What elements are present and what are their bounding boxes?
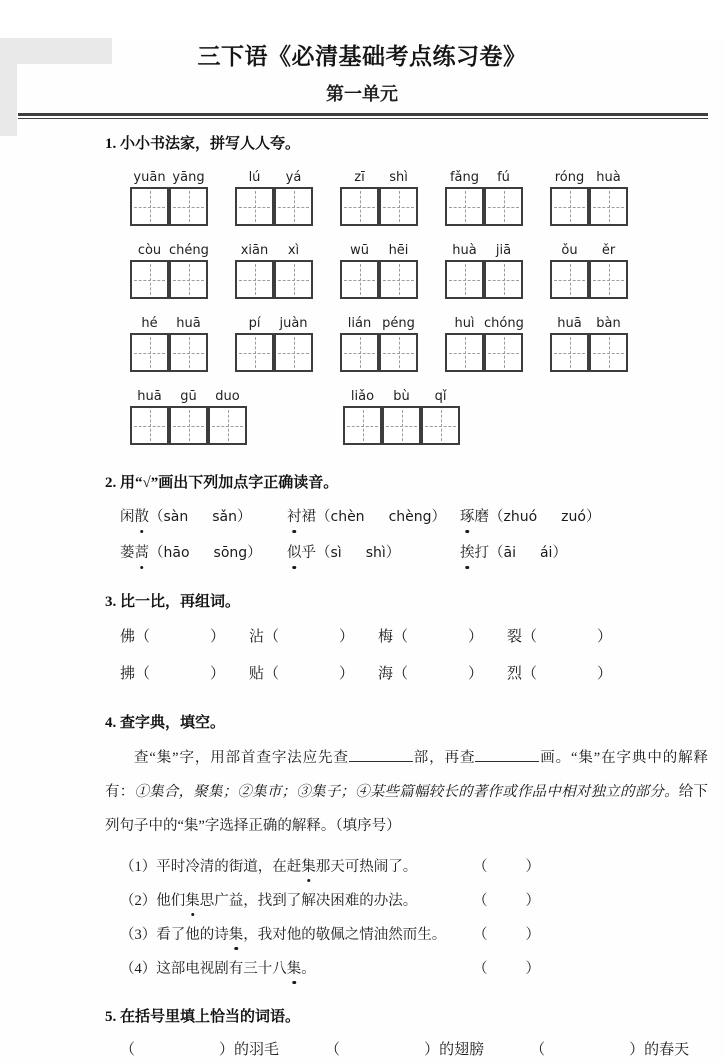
fill-word-item (325, 1040, 484, 1061)
open-paren: （ (149, 545, 164, 561)
hanzi-char: 打 (474, 545, 489, 561)
hanzi-char: 烈 (507, 666, 523, 682)
pinyin-label: ǒu (561, 243, 578, 258)
hanzi-char: 裂 (507, 629, 523, 645)
pinyin-label: hé (141, 316, 158, 331)
compare-words-row (120, 664, 708, 685)
compare-word-item (120, 627, 249, 648)
hanzi-writing-cell[interactable] (484, 333, 523, 372)
pinyin-label: shì (389, 170, 408, 185)
compare-word-item (378, 664, 507, 685)
hanzi-writing-cell[interactable] (379, 333, 418, 372)
hanzi-writing-cell[interactable] (340, 260, 379, 299)
open-paren: （ (393, 666, 409, 682)
hanzi-writing-cell[interactable] (208, 406, 247, 445)
writing-cells (343, 406, 460, 445)
writing-grid-group (550, 170, 628, 226)
worksheet-page (0, 38, 724, 1062)
writing-cells (130, 333, 208, 372)
dotted-char: 集 (228, 927, 244, 943)
pinyin-writing-grids (105, 170, 708, 445)
writing-grid-group (235, 170, 313, 226)
close-paren: ） (629, 1042, 645, 1058)
pinyin-labels (235, 316, 313, 331)
hanzi-char: 衬 (287, 507, 302, 528)
pinyin-label: róng (554, 170, 585, 185)
fill-words-row (120, 1040, 708, 1061)
pinyin-grid-row (130, 316, 708, 372)
pinyin-labels (340, 170, 418, 185)
hanzi-writing-cell[interactable] (340, 333, 379, 372)
hanzi-writing-cell[interactable] (484, 260, 523, 299)
pinyin-label: zī (354, 170, 365, 185)
close-paren: ） (210, 666, 226, 682)
q1-heading: 1. 小小书法家，拼写人人夸。 (105, 136, 301, 152)
open-paren: （ (530, 1042, 546, 1058)
hanzi-writing-cell[interactable] (169, 406, 208, 445)
writing-cells (550, 333, 628, 372)
hanzi-char: 乎 (301, 545, 316, 561)
header-divider (18, 113, 708, 119)
hanzi-char: 似 (287, 543, 302, 564)
writing-grid-group (130, 243, 208, 299)
pronunciation-item (287, 507, 460, 528)
sentence-post: 。 (301, 961, 316, 977)
open-paren: （ (489, 509, 504, 525)
dictionary-paragraph (105, 741, 708, 843)
fill-word-item (530, 1040, 689, 1061)
hanzi-char: 佛 (120, 629, 136, 645)
paragraph-segment: 部，再查 (412, 750, 476, 766)
compare-word-item (507, 664, 612, 685)
writing-cells (445, 333, 523, 372)
pinyin-label: còu (137, 243, 162, 258)
compare-word-item (120, 664, 249, 685)
dotted-word (287, 509, 316, 525)
dictionary-sentence-row (120, 891, 708, 911)
writing-grid-group (235, 316, 313, 372)
writing-grid-group (343, 389, 460, 445)
close-paren: ） (525, 927, 540, 943)
pinyin-label: huā (137, 389, 162, 404)
writing-grid-group (235, 243, 313, 299)
pinyin-label: ěr (601, 243, 616, 258)
paragraph-segment: ①集合，聚集；②集市；③集子；④某些篇幅较长的著作或作品中相对独立的部分。 (134, 784, 679, 800)
paragraph-segment: 给下列句子中的“集”字选择正确的解释。（填序号） (105, 784, 709, 834)
hanzi-writing-cell[interactable] (130, 187, 169, 226)
fill-word-item (120, 1040, 279, 1061)
pinyin-option[interactable]: sōng (213, 545, 248, 561)
close-paren: ） (339, 629, 355, 645)
writing-grid-group (130, 389, 247, 445)
writing-cells (550, 260, 628, 299)
q2-heading: 2. 用“√”画出下列加点字正确读音。 (105, 475, 339, 491)
compare-word-item (378, 627, 507, 648)
dotted-char: 集 (185, 893, 200, 909)
close-paren: ） (431, 509, 447, 525)
hanzi-writing-cell[interactable] (445, 187, 484, 226)
pinyin-label: lú (248, 170, 261, 185)
close-paren: ） (210, 629, 226, 645)
pinyin-labels (340, 316, 418, 331)
writing-cells (550, 187, 628, 226)
writing-grid-group (445, 243, 523, 299)
sentence-pre: （1）平时冷清的街道，在赶 (120, 859, 302, 875)
close-paren: ） (525, 859, 540, 875)
open-paren: （ (489, 545, 504, 561)
writing-grid-group (550, 243, 628, 299)
hanzi-char: 海 (378, 666, 394, 682)
dictionary-sentence-row (120, 925, 708, 945)
hanzi-writing-cell[interactable] (274, 187, 313, 226)
dotted-word (120, 545, 149, 561)
hanzi-writing-cell[interactable] (274, 333, 313, 372)
close-paren: ） (385, 545, 401, 561)
open-paren: （ (120, 1042, 136, 1058)
close-paren: ） (552, 545, 567, 561)
dictionary-sentence-row (120, 959, 708, 979)
open-paren: （ (316, 545, 331, 561)
hanzi-writing-cell[interactable] (589, 260, 628, 299)
pinyin-label: huì (454, 316, 475, 331)
sentence-pre: （4）这部电视剧有三十八 (120, 961, 287, 977)
open-paren: （ (473, 961, 488, 977)
writing-cells (235, 260, 313, 299)
writing-cells (340, 260, 418, 299)
q4-heading: 4. 查字典，填空。 (105, 715, 226, 731)
scan-edge-left (0, 38, 17, 136)
hanzi-char: 挨 (460, 543, 475, 564)
pinyin-labels (235, 243, 313, 258)
answer-blank[interactable] (488, 959, 526, 979)
pronunciation-item (120, 507, 287, 528)
pinyin-label: chóng (484, 316, 524, 331)
writing-cells (340, 333, 418, 372)
pinyin-label: fǎng (449, 170, 480, 185)
pinyin-label: yá (285, 170, 302, 185)
q3-heading: 3. 比一比，再组词。 (105, 594, 241, 610)
fill-in-blank[interactable] (475, 748, 539, 762)
pinyin-option[interactable]: ái (539, 545, 553, 561)
hanzi-writing-cell[interactable] (130, 260, 169, 299)
pinyin-labels (130, 243, 208, 258)
pinyin-labels (445, 316, 523, 331)
dotted-word (287, 545, 316, 561)
hanzi-char: 蒿 (135, 543, 150, 564)
answer-blank[interactable] (488, 857, 526, 877)
dictionary-sentence-row (120, 857, 708, 877)
pinyin-label: liǎo (350, 389, 375, 404)
hanzi-writing-cell[interactable] (445, 333, 484, 372)
pinyin-grid-row (130, 389, 708, 445)
pinyin-option[interactable]: zhuó (503, 509, 538, 525)
dictionary-items-section (105, 857, 708, 979)
open-paren: （ (135, 666, 151, 682)
dotted-char: 集 (286, 961, 302, 977)
dotted-char: 集 (301, 859, 316, 875)
worksheet-content (0, 132, 724, 1061)
hanzi-writing-cell[interactable] (235, 333, 274, 372)
hanzi-writing-cell[interactable] (421, 406, 460, 445)
sentence-post: 那天可热闹了。 (315, 859, 418, 875)
dotted-word (120, 509, 149, 525)
hanzi-writing-cell[interactable] (169, 333, 208, 372)
pinyin-label: xì (287, 243, 300, 258)
writing-cells (235, 187, 313, 226)
hanzi-char: 散 (135, 507, 150, 528)
answer-slot[interactable] (473, 857, 540, 877)
hanzi-writing-cell[interactable] (589, 333, 628, 372)
open-paren: （ (393, 629, 409, 645)
hanzi-writing-cell[interactable] (379, 187, 418, 226)
pinyin-label: huà (596, 170, 621, 185)
writing-grid-group (340, 243, 418, 299)
pinyin-label: chéng (169, 243, 209, 258)
hanzi-char: 拂 (120, 666, 136, 682)
answer-slot[interactable] (473, 959, 540, 979)
sentence-post: 思广益，找到了解决困难的办法。 (199, 893, 418, 909)
pinyin-label: lián (347, 316, 372, 331)
pinyin-label: pí (248, 316, 261, 331)
pinyin-label: qǐ (434, 389, 447, 404)
hanzi-writing-cell[interactable] (235, 260, 274, 299)
open-paren: （ (522, 666, 538, 682)
answer-slot[interactable] (473, 925, 540, 945)
page-subtitle: 第一单元 (326, 84, 398, 104)
pinyin-labels (550, 170, 628, 185)
compare-words-row (120, 627, 708, 648)
pinyin-label: wū (350, 243, 369, 258)
compare-words-section (105, 627, 708, 685)
sentence-post: ，我对他的敬佩之情油然而生。 (243, 927, 447, 943)
writing-grid-group (445, 316, 523, 372)
open-paren: （ (316, 509, 331, 525)
fill-word-label: 的翅膀 (439, 1042, 485, 1058)
close-paren: ） (585, 509, 601, 525)
hanzi-writing-cell[interactable] (169, 260, 208, 299)
open-paren: （ (325, 1042, 341, 1058)
writing-grid-group (550, 316, 628, 372)
sentence-text (120, 893, 417, 909)
close-paren: ） (597, 629, 613, 645)
answer-blank[interactable] (488, 891, 526, 911)
hanzi-char: 磨 (474, 509, 489, 525)
hanzi-writing-cell[interactable] (382, 406, 421, 445)
hanzi-char: 琢 (460, 507, 475, 528)
hanzi-writing-cell[interactable] (130, 406, 169, 445)
hanzi-writing-cell[interactable] (343, 406, 382, 445)
dotted-word (460, 545, 489, 561)
fill-word-label: 的春天 (644, 1042, 690, 1058)
pinyin-label: fú (497, 170, 510, 185)
pinyin-label: bù (393, 389, 410, 404)
writing-grid-group (340, 316, 418, 372)
writing-grid-group (130, 316, 208, 372)
pinyin-label: gū (180, 389, 197, 404)
answer-slot[interactable] (473, 891, 540, 911)
sentence-pre: （2）他们 (120, 893, 186, 909)
close-paren: ） (468, 666, 484, 682)
pinyin-option[interactable]: āi (503, 545, 516, 561)
pinyin-label: hēi (388, 243, 409, 258)
writing-cells (130, 187, 208, 226)
writing-cells (445, 187, 523, 226)
pinyin-labels (130, 316, 208, 331)
pronunciation-item (460, 543, 567, 564)
pinyin-label: jiā (495, 243, 512, 258)
writing-grid-group (445, 170, 523, 226)
pinyin-label: xiān (240, 243, 269, 258)
compare-word-item (249, 627, 378, 648)
hanzi-writing-cell[interactable] (589, 187, 628, 226)
close-paren: ） (424, 1042, 440, 1058)
open-paren: （ (473, 893, 488, 909)
pinyin-option[interactable]: zuó (561, 509, 586, 525)
pinyin-labels (235, 170, 313, 185)
pinyin-label: yāng (172, 170, 205, 185)
dotted-word (460, 509, 489, 525)
pinyin-grid-row (130, 243, 708, 299)
writing-grid-group (130, 170, 208, 226)
paragraph-segment: 画。“集”在字典中的解释有： (105, 750, 709, 800)
hanzi-writing-cell[interactable] (484, 187, 523, 226)
pinyin-label: juàn (279, 316, 308, 331)
open-paren: （ (522, 629, 538, 645)
pinyin-label: duo (215, 389, 240, 404)
open-paren: （ (264, 629, 280, 645)
sentence-text (120, 927, 446, 943)
hanzi-char: 蒌 (120, 545, 135, 561)
pronunciation-row (120, 507, 708, 528)
answer-blank[interactable] (488, 925, 526, 945)
hanzi-writing-cell[interactable] (550, 333, 589, 372)
pinyin-label: péng (382, 316, 415, 331)
pinyin-labels (445, 243, 523, 258)
close-paren: ） (339, 666, 355, 682)
q5-heading: 5. 在括号里填上恰当的词语。 (105, 1009, 301, 1025)
fill-word-label: 的羽毛 (234, 1042, 280, 1058)
pronunciation-item (120, 543, 287, 564)
pronunciation-item (460, 507, 600, 528)
hanzi-writing-cell[interactable] (169, 187, 208, 226)
pinyin-label: yuān (133, 170, 166, 185)
paragraph-segment: 查“集”字，用部首查字法应先查 (134, 750, 349, 766)
hanzi-writing-cell[interactable] (274, 260, 313, 299)
fill-in-blank[interactable] (349, 748, 413, 762)
pronunciation-section (105, 507, 708, 564)
open-paren: （ (135, 629, 151, 645)
hanzi-char: 沾 (249, 629, 265, 645)
page-title: 三下语《必清基础考点练习卷》 (197, 44, 527, 69)
close-paren: ） (468, 629, 484, 645)
pinyin-option[interactable]: sǎn (212, 509, 237, 525)
writing-cells (340, 187, 418, 226)
hanzi-writing-cell[interactable] (130, 333, 169, 372)
sentence-text (120, 859, 417, 875)
pinyin-label: huā (176, 316, 201, 331)
pinyin-option[interactable]: sàn (163, 509, 189, 525)
pronunciation-row (120, 543, 708, 564)
hanzi-char: 贴 (249, 666, 265, 682)
pinyin-labels (445, 170, 523, 185)
hanzi-writing-cell[interactable] (550, 260, 589, 299)
pinyin-labels (343, 389, 460, 404)
writing-cells (130, 260, 208, 299)
pinyin-labels (130, 389, 247, 404)
pinyin-label: huā (557, 316, 582, 331)
writing-cells (235, 333, 313, 372)
pinyin-option[interactable]: hāo (163, 545, 190, 561)
pinyin-option[interactable]: chèng (388, 509, 432, 525)
pinyin-option[interactable]: sì (330, 545, 342, 561)
pinyin-grid-row (130, 170, 708, 226)
pronunciation-item (287, 543, 460, 564)
sentence-text (120, 961, 316, 977)
pinyin-labels (550, 316, 628, 331)
close-paren: ） (525, 961, 540, 977)
writing-cells (445, 260, 523, 299)
compare-word-item (249, 664, 378, 685)
sentence-pre: （3）看了他的诗 (120, 927, 229, 943)
pinyin-label: huà (452, 243, 477, 258)
hanzi-writing-cell[interactable] (379, 260, 418, 299)
close-paren: ） (219, 1042, 235, 1058)
hanzi-writing-cell[interactable] (550, 187, 589, 226)
pinyin-labels (130, 170, 208, 185)
hanzi-writing-cell[interactable] (445, 260, 484, 299)
compare-word-item (507, 627, 612, 648)
hanzi-writing-cell[interactable] (235, 187, 274, 226)
pinyin-label: bàn (596, 316, 621, 331)
pinyin-labels (550, 243, 628, 258)
close-paren: ） (247, 545, 262, 561)
hanzi-writing-cell[interactable] (340, 187, 379, 226)
open-paren: （ (264, 666, 280, 682)
close-paren: ） (597, 666, 613, 682)
writing-grid-group (340, 170, 418, 226)
hanzi-char: 梅 (378, 629, 394, 645)
close-paren: ） (237, 509, 252, 525)
hanzi-char: 裙 (301, 509, 316, 525)
pinyin-option[interactable]: chèn (330, 509, 365, 525)
pinyin-labels (340, 243, 418, 258)
open-paren: （ (473, 927, 488, 943)
open-paren: （ (473, 859, 488, 875)
open-paren: （ (149, 509, 164, 525)
close-paren: ） (525, 893, 540, 909)
writing-cells (130, 406, 247, 445)
pinyin-option[interactable]: shì (365, 545, 386, 561)
hanzi-char: 闲 (120, 509, 135, 525)
